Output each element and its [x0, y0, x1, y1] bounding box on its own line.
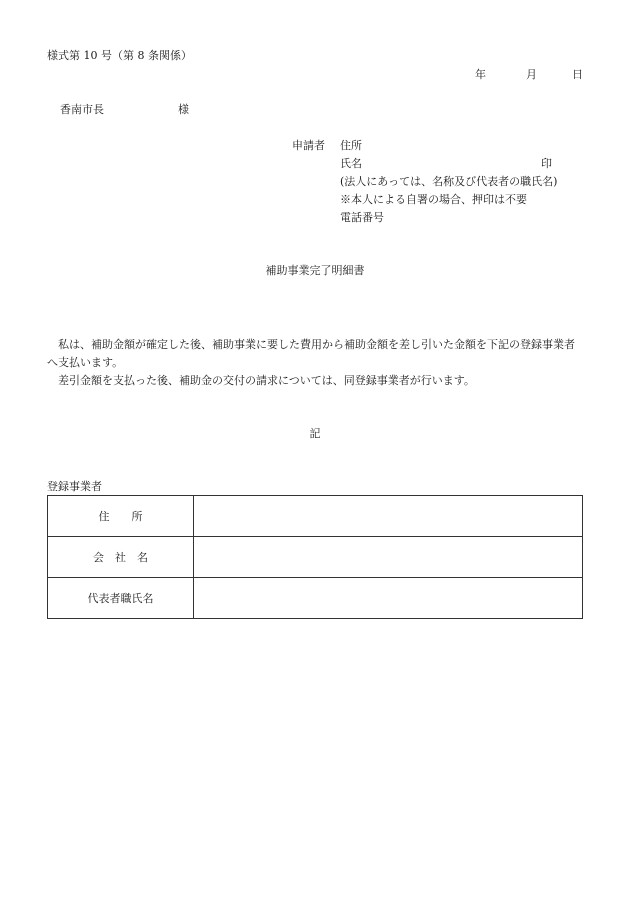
body-paragraph-2: 差引金額を支払った後、補助金の交付の請求については、同登録事業者が行います。 — [58, 374, 475, 387]
representative-label-cell: 代表者職氏名 — [48, 578, 194, 619]
applicant-seal-label: 印 — [541, 157, 552, 170]
form-number: 様式第 10 号（第 8 条関係） — [47, 49, 192, 62]
applicant-phone-label: 電話番号 — [340, 211, 384, 224]
applicant-label: 申請者 — [292, 139, 325, 152]
contractor-heading: 登録事業者 — [47, 480, 102, 493]
address-label-cell: 住 所 — [48, 496, 194, 537]
corporate-note: (法人にあっては、名称及び代表者の職氏名) — [340, 175, 558, 188]
signature-note: ※本人による自署の場合、押印は不要 — [340, 193, 527, 206]
company-name-value-cell[interactable] — [194, 537, 583, 578]
address-value-cell[interactable] — [194, 496, 583, 537]
representative-value-cell[interactable] — [194, 578, 583, 619]
applicant-name-label: 氏名 — [340, 157, 362, 170]
date-month-label: 月 — [526, 68, 537, 81]
company-name-label-cell: 会 社 名 — [48, 537, 194, 578]
addressee-title: 香南市長 — [60, 103, 104, 116]
applicant-address-label: 住所 — [340, 139, 362, 152]
date-day-label: 日 — [572, 68, 583, 81]
body-paragraph-1: 私は、補助金額が確定した後、補助事業に要した費用から補助金額を差し引いた金額を下記の登録事業者へ支払います。 — [47, 338, 575, 369]
table-row — [48, 496, 583, 537]
contractor-table — [47, 495, 583, 619]
table-row — [48, 537, 583, 578]
addressee-honorific: 様 — [178, 103, 189, 116]
record-mark: 記 — [309, 427, 321, 440]
date-year-label: 年 — [475, 68, 486, 81]
table-row — [48, 578, 583, 619]
document-title: 補助事業完了明細書 — [265, 264, 365, 277]
